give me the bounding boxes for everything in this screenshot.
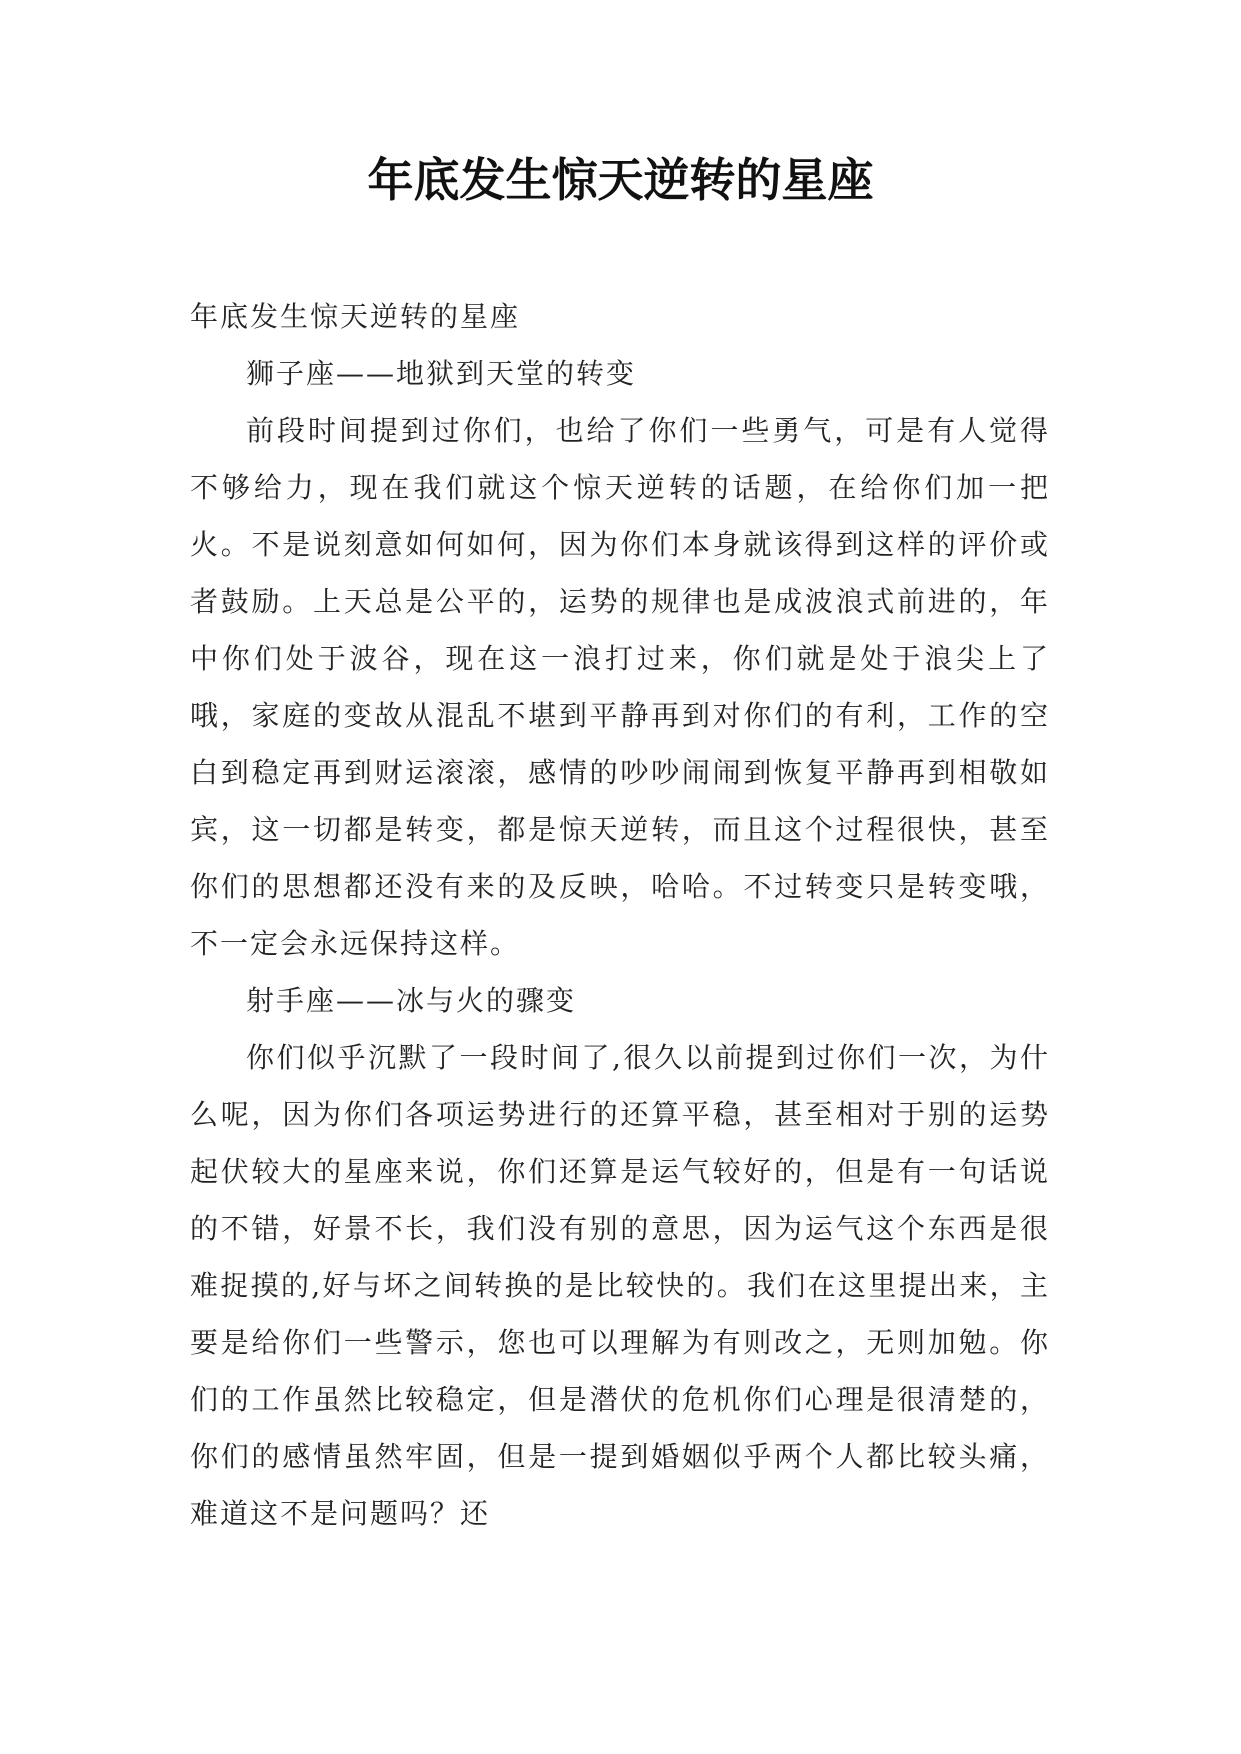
section-heading-leo: 狮子座——地狱到天堂的转变	[246, 357, 637, 390]
document-subtitle: 年底发生惊天逆转的星座	[190, 300, 521, 333]
document-title: 年底发生惊天逆转的星座	[367, 153, 874, 207]
section-paragraph-sagittarius: 你们似乎沉默了一段时间了,很久以前提到过你们一次，为什么呢，因为你们各项运势进行的还算平稳，甚至相对于别的运势起伏较大的星座来说，你们还算是运气较好的，但是有一句话说的不错，好景不长，我们没有别的意思，因为运气这个东西是很难捉摸的,好与坏之间转换的是比较快的。我们在这里提出来，主要是给你们一些警示，您也可以理解为有则改之，无则加勉。你们的工作虽然比较稳定，但是潜伏的危机你们心理是很清楚的，你们的感情虽然牢固，但是一提到婚姻似乎两个人都比较头痛，难道这不是问题吗？还	[190, 1041, 1050, 1530]
section-paragraph-leo: 前段时间提到过你们，也给了你们一些勇气，可是有人觉得不够给力，现在我们就这个惊天逆转的话题，在给你们加一把火。不是说刻意如何如何，因为你们本身就该得到这样的评价或者鼓励。上天总是公平的，运势的规律也是成波浪式前进的，年中你们处于波谷，现在这一浪打过来，你们就是处于浪尖上了哦，家庭的变故从混乱不堪到平静再到对你们的有利，工作的空白到稳定再到财运滚滚，感情的吵吵闹闹到恢复平静再到相敬如宾，这一切都是转变，都是惊天逆转，而且这个过程很快，甚至你们的思想都还没有来的及反映，哈哈。不过转变只是转变哦，不一定会永远保持这样。	[190, 414, 1050, 960]
section-heading-sagittarius: 射手座——冰与火的骤变	[246, 984, 577, 1017]
document-body	[190, 288, 1050, 1542]
